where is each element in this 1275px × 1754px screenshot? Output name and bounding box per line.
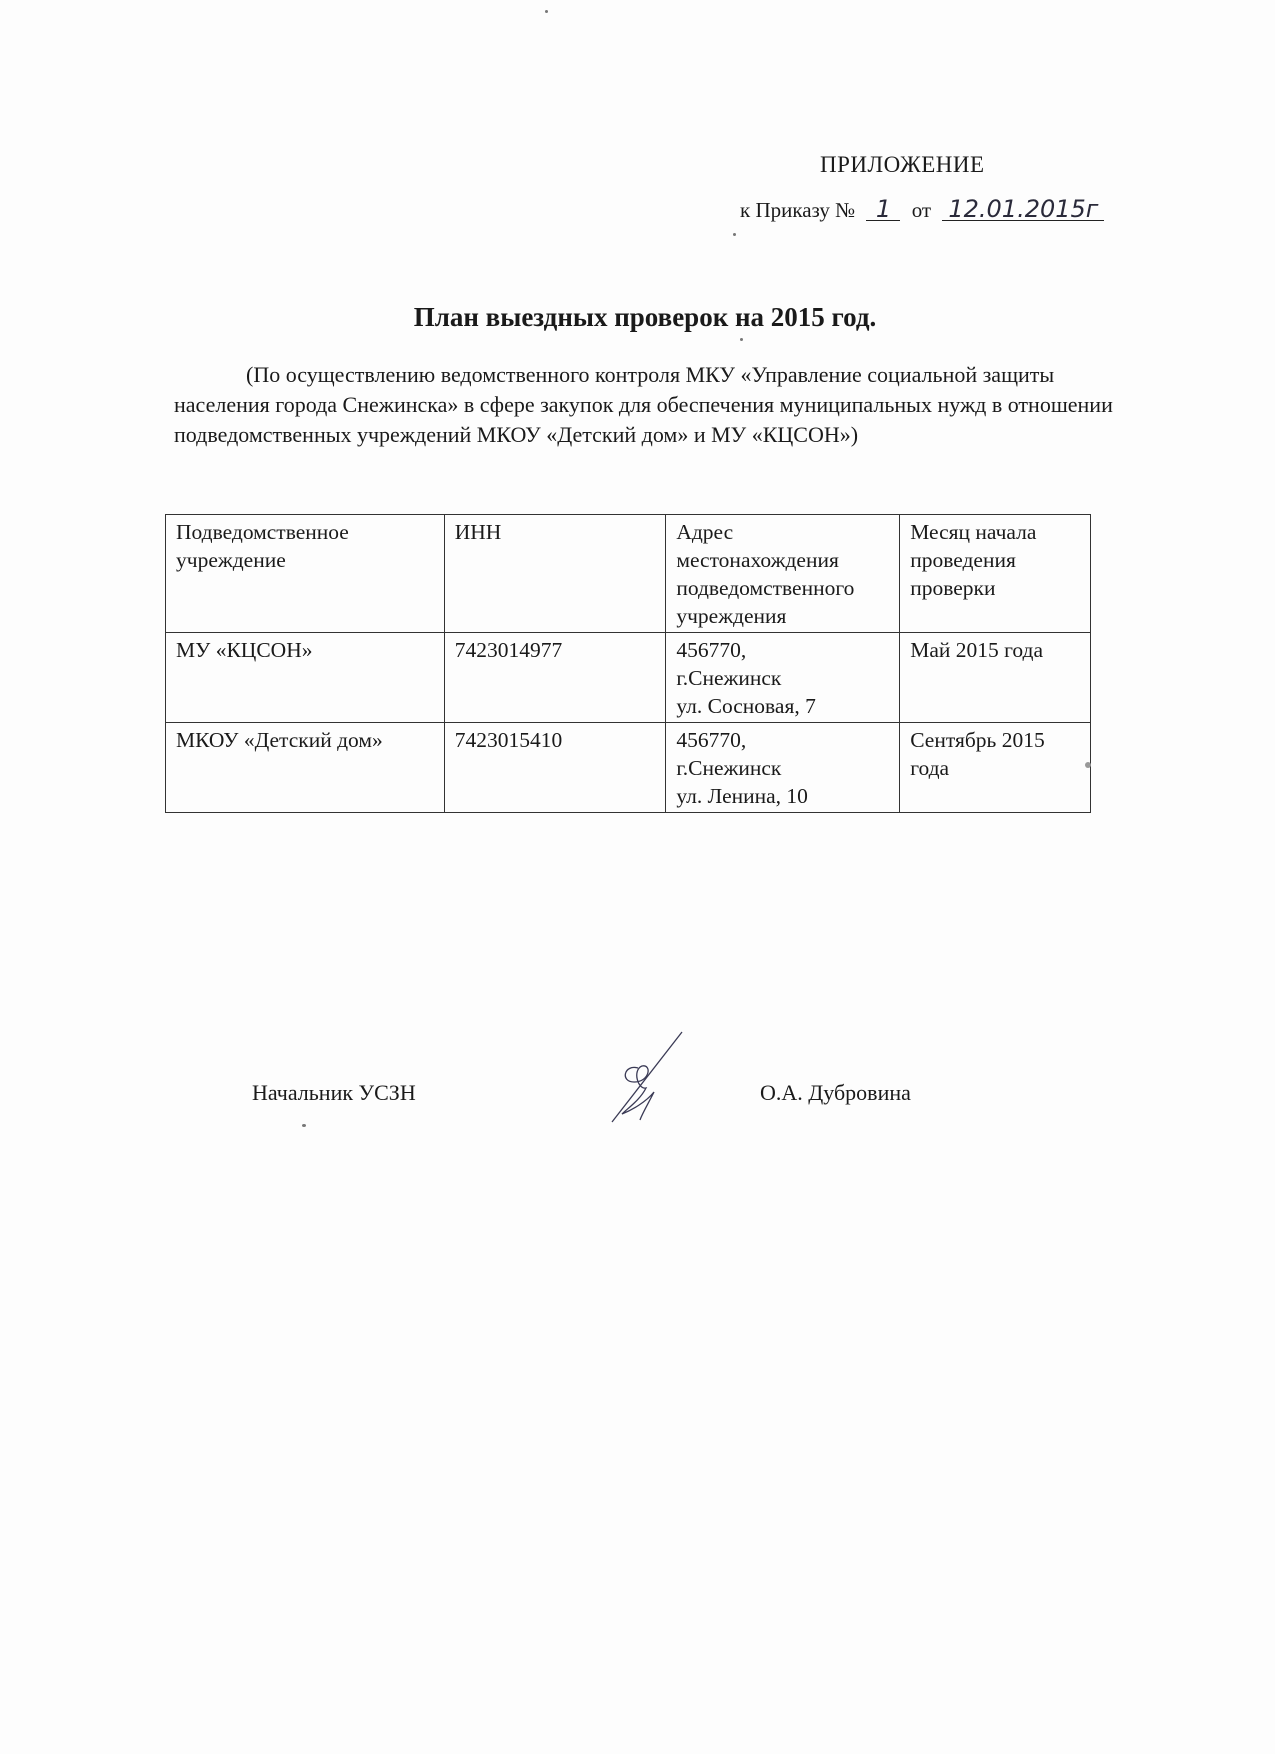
order-date-handwritten: 12.01.2015г <box>942 198 1104 221</box>
signature-block <box>252 1080 992 1120</box>
cell-inn: 7423014977 <box>444 633 666 723</box>
scan-speck <box>302 1124 306 1127</box>
signer-name: О.А. Дубровина <box>760 1080 911 1105</box>
cell-address <box>666 723 900 813</box>
header-month: Месяц начала проведения проверки <box>900 515 1091 633</box>
scan-speck <box>733 233 736 236</box>
scan-speck <box>740 338 743 341</box>
scan-speck <box>545 10 548 13</box>
cell-institution: МУ «КЦСОН» <box>166 633 445 723</box>
cell-month: Сентябрь 2015 года <box>900 723 1091 813</box>
address-line: г.Снежинск <box>676 756 782 780</box>
cell-institution: МКОУ «Детский дом» <box>166 723 445 813</box>
header-address: Адрес местонахождения подведомственного учреждения <box>666 515 900 633</box>
scan-speck <box>1085 762 1091 768</box>
document-subtitle: (По осуществлению ведомственного контроля МКУ «Управление социальной защиты населения города Снежинска» в сфере закупок для обеспечения муниципальных нужд в отношении подведомственных учреждений МКОУ «Детский дом» и МУ «КЦСОН») <box>174 362 1113 447</box>
table-row <box>166 633 1091 723</box>
address-line: ул. Сосновая, 7 <box>676 694 816 718</box>
header-institution: Подведомственное учреждение <box>166 515 445 633</box>
address-line: г.Снежинск <box>676 666 782 690</box>
order-from-label: от <box>911 198 932 222</box>
table-header-row <box>166 515 1091 633</box>
document-title: План выездных проверок на 2015 год. <box>413 302 877 332</box>
signer-position: Начальник УСЗН <box>252 1080 416 1105</box>
order-reference <box>740 195 1110 223</box>
inspection-plan-table <box>165 514 1091 813</box>
address-line: 456770, <box>676 638 747 662</box>
handwritten-signature <box>602 1030 692 1125</box>
appendix-heading: ПРИЛОЖЕНИЕ <box>820 152 985 177</box>
address-line: 456770, <box>676 728 747 752</box>
header-inn: ИНН <box>444 515 666 633</box>
order-number-handwritten: 1 <box>866 198 900 221</box>
address-line: ул. Ленина, 10 <box>676 784 808 808</box>
cell-inn: 7423015410 <box>444 723 666 813</box>
cell-month: Май 2015 года <box>900 633 1091 723</box>
order-prefix: к Приказу № <box>740 198 856 222</box>
table-row <box>166 723 1091 813</box>
cell-address <box>666 633 900 723</box>
